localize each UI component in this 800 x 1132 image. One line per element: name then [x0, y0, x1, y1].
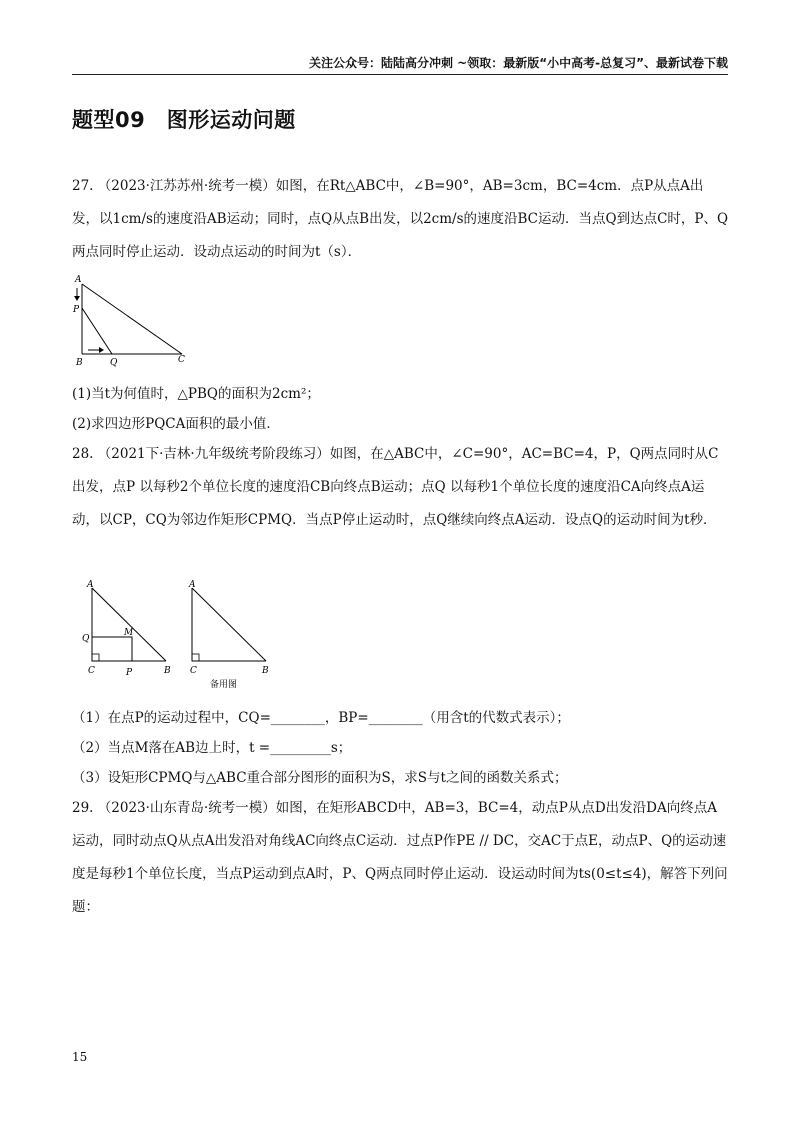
spare-figure-caption: 备用图: [210, 680, 238, 690]
label-m: M: [124, 628, 134, 638]
question-27-sub2: (2)求四边形PQCA面积的最小值．: [72, 416, 280, 432]
line-ab: [192, 588, 266, 661]
label-c: C: [88, 666, 95, 676]
figure-q28-spare: [180, 578, 280, 693]
question-28-text: 28. （2021下·吉林·九年级统考阶段练习）如图，在△ABC中，∠C=90°，AC=BC=4，P，Q两点同时从C出发，点P 以每秒2个单位长度的速度沿CB向终点B运动；点Q 以每秒1个单位长度的速度沿CA向终点A运动，以CP，CQ为邻边作矩形CPMQ．当点P停止运动时，点Q继续向终点A运动．设点Q的运动时间为t秒．: [72, 446, 719, 528]
arrow-right-head-icon: [99, 347, 104, 353]
line-ab: [92, 588, 166, 661]
right-angle-mark: [192, 654, 199, 661]
right-angle-mark: [92, 654, 99, 661]
question-28-sub2: （2）当点M落在AB边上时，t =_________s；: [72, 740, 352, 756]
label-q: Q: [110, 358, 118, 368]
label-b: B: [76, 358, 83, 368]
label-a: A: [189, 580, 196, 590]
label-c: C: [190, 666, 197, 676]
line-ac: [82, 284, 182, 354]
line-pq: [82, 308, 112, 354]
label-c: C: [178, 355, 185, 365]
label-p: P: [73, 305, 80, 315]
label-b: B: [164, 666, 171, 676]
question-27-sub1: (1)当t为何值时，△PBQ的面积为2cm²；: [72, 386, 320, 402]
label-b: B: [262, 666, 269, 676]
header-text: 关注公众号：陆陆高分冲刺 ~领取：最新版“小中高考-总复习”、最新试卷下载: [309, 56, 728, 70]
rectangle-cpmq: [92, 637, 132, 661]
question-28-sub1: （1）在点P的运动过程中，CQ=________，BP=________（用含t的代数式表示）；: [72, 710, 570, 726]
label-q: Q: [82, 634, 90, 644]
arrow-down-head-icon: [74, 296, 80, 301]
label-a: A: [75, 275, 82, 285]
page-number: 15: [72, 1050, 88, 1064]
section-title: 题型09 图形运动问题: [72, 108, 296, 132]
question-29-text: 29. （2023·山东青岛·统考一模）如图，在矩形ABCD中，AB=3，BC=4，动点P从点D出发沿DA向终点A运动，同时动点Q从点A出发沿对角线AC向终点C运动．过点P作PE // DC，交AC于点E，动点P、Q的运动速度是每秒1个单位长度，当点P运动到点A时，P、Q两点同时停止运动．设运动时间为ts(0≤t≤4)，解答下列问题：: [72, 800, 728, 915]
figure-q27: [70, 270, 200, 370]
label-p: P: [126, 668, 133, 678]
page-header: [72, 54, 728, 75]
figure-q28-main: [80, 578, 180, 678]
question-28-sub3: （3）设矩形CPMQ与△ABC重合部分图形的面积为S，求S与t之间的函数关系式；: [72, 770, 568, 786]
label-a: A: [87, 580, 94, 590]
question-27-text: 27. （2023·江苏苏州·统考一模）如图，在Rt△ABC中，∠B=90°，AB=3cm，BC=4cm．点P从点A出发，以1cm/s的速度沿AB运动；同时，点Q从点B出发，以2cm/s的速度沿BC运动．当点Q到达点C时，P、Q两点同时停止运动．设动点运动的时间为t（s）．: [72, 178, 729, 260]
